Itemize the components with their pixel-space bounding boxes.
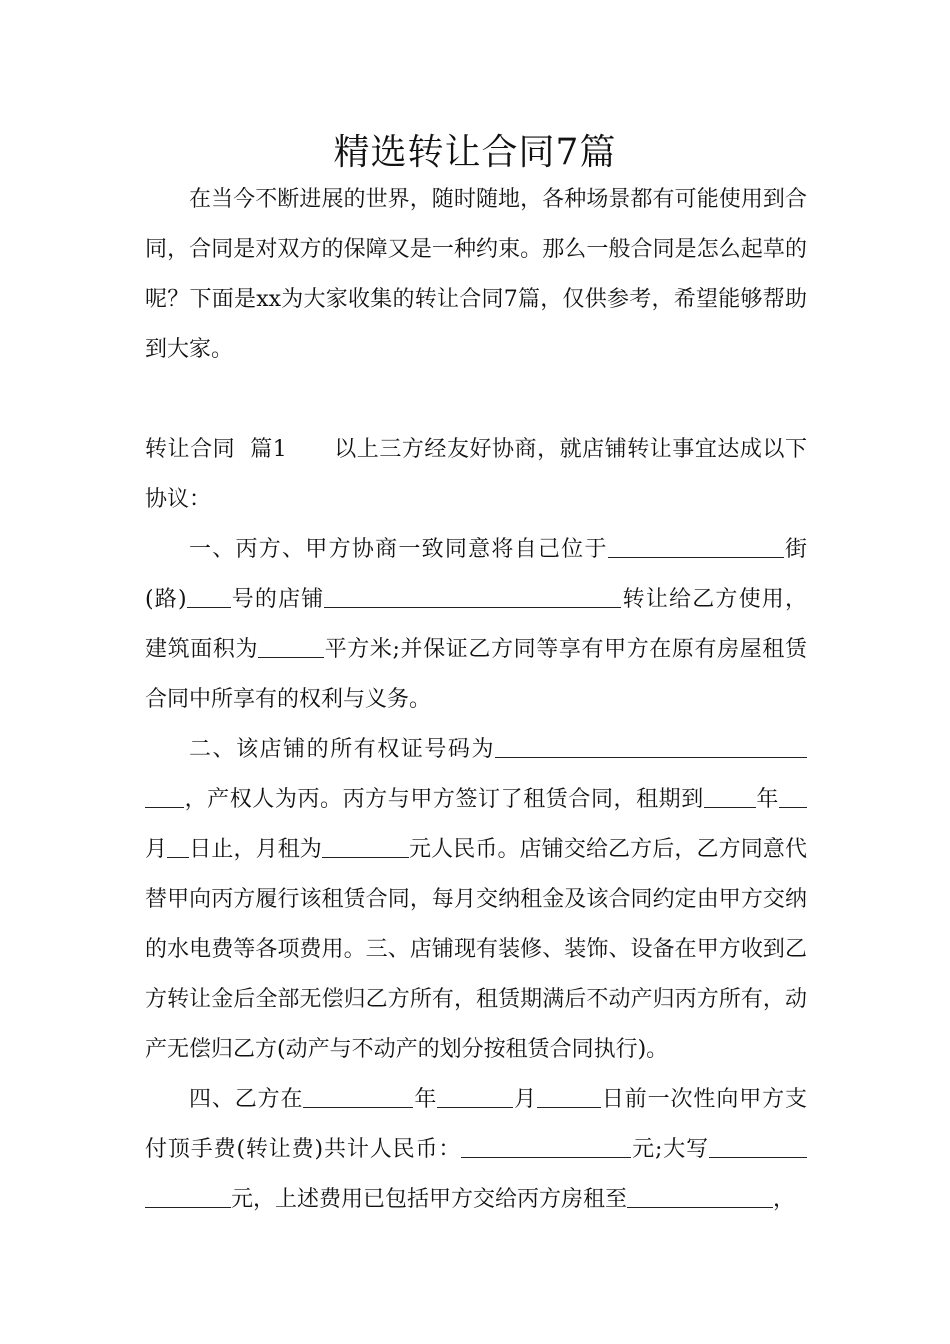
blank-area bbox=[258, 635, 324, 658]
clause-1-text-e: 平方米;并保证乙方同等享有甲方在原有房屋租赁合同中所享有的权利与义务。 bbox=[145, 637, 807, 712]
intro-paragraph: 在当今不断进展的世界，随时随地，各种场景都有可能使用到合同，合同是对双方的保障又是一种约束。那么一般合同是怎么起草的呢？下面是xx为大家收集的转让合同7篇，仅供参考，希望能够帮助到大家。 bbox=[145, 187, 807, 362]
clause-2-text-d: 月 bbox=[145, 837, 168, 862]
paragraph-gap bbox=[145, 375, 807, 425]
blank-month-1 bbox=[779, 785, 798, 808]
clause-1-text-b: 街(路) bbox=[145, 537, 807, 612]
clause-2-text-e: 日止，月租为 bbox=[189, 837, 322, 862]
clause-1-paragraph bbox=[145, 525, 807, 725]
clause-2-text-c: 年 bbox=[755, 787, 779, 812]
blank-rent bbox=[322, 835, 409, 858]
blank-certificate-2 bbox=[145, 785, 184, 808]
document-title: 精选转让合同7篇 bbox=[333, 132, 617, 173]
blank-month-2 bbox=[798, 785, 807, 808]
clause-4-text-d: 日前一次性向甲方支付顶手费(转让费)共计人民币： bbox=[145, 1087, 807, 1162]
clause-4-text-c: 月 bbox=[513, 1087, 537, 1112]
clause-4-text-g: ， bbox=[773, 1187, 796, 1212]
clause-2-text-a: 二、该店铺的所有权证号码为 bbox=[189, 737, 495, 762]
clause-2-paragraph bbox=[145, 725, 807, 1075]
blank-pay-day bbox=[537, 1085, 601, 1108]
blank-number bbox=[187, 585, 231, 608]
section-intro-paragraph bbox=[145, 425, 807, 525]
clause-4-text-a: 四、乙方在 bbox=[189, 1087, 304, 1112]
clause-4-text-e: 元;大写 bbox=[631, 1137, 709, 1162]
clause-1-text-c: 号的店铺 bbox=[230, 587, 325, 612]
section-intro-text: 以上三方经友好协商，就店铺转让事宜达成以下协议： bbox=[145, 437, 807, 512]
blank-amount bbox=[461, 1135, 631, 1158]
blank-amount-words-1 bbox=[709, 1135, 807, 1158]
blank-year bbox=[704, 785, 756, 808]
blank-pay-month bbox=[437, 1085, 513, 1108]
blank-shop bbox=[324, 585, 621, 608]
blank-amount-words-2 bbox=[145, 1185, 231, 1208]
clause-4-text-b: 年 bbox=[413, 1087, 438, 1112]
blank-day bbox=[167, 835, 189, 858]
clause-4-paragraph bbox=[145, 1075, 807, 1225]
clause-1-text-d: 转让给乙方使用，建筑面积为 bbox=[145, 587, 807, 662]
clause-2-text-b: ，产权人为丙。丙方与甲方签订了租赁合同，租期到 bbox=[184, 787, 704, 812]
blank-pay-year bbox=[303, 1085, 413, 1108]
clause-1-text-a: 一、丙方、甲方协商一致同意将自己位于 bbox=[189, 537, 608, 562]
clause-2-text-f: 元人民币。店铺交给乙方后，乙方同意代替甲向丙方履行该租赁合同，每月交纳租金及该合同约定由甲方交纳的水电费等各项费用。三、店铺现有装修、装饰、设备在甲方收到乙方转让金后全部无偿归乙方所有，租赁期满后不动产归丙方所有，动产无偿归乙方(动产与不动产的划分按租赁合同执行)。 bbox=[145, 837, 807, 1062]
blank-certificate-1 bbox=[495, 735, 807, 758]
blank-rent-until bbox=[627, 1185, 773, 1208]
clause-4-text-f: 元，上述费用已包括甲方交给丙方房租至 bbox=[231, 1187, 628, 1212]
document-body bbox=[145, 175, 807, 1225]
blank-street bbox=[608, 535, 784, 558]
section-heading: 转让合同 篇1 bbox=[145, 437, 287, 462]
